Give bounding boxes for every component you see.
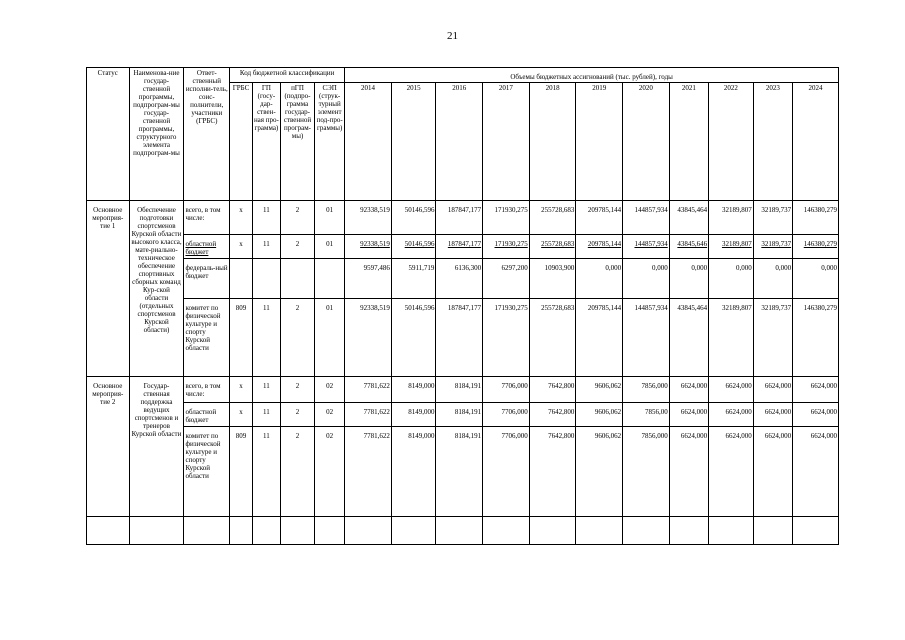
row-code-grbs: [230, 259, 253, 299]
row-value-2017: 7706,000: [483, 403, 530, 427]
table-row: [87, 259, 839, 299]
row-code-gp: 11: [252, 403, 280, 427]
row-value-2016: 187847,177: [436, 235, 483, 259]
header-year: 2018: [529, 83, 576, 201]
row-code-grbs: x: [230, 403, 253, 427]
header-year: 2016: [436, 83, 483, 201]
table-row: [87, 201, 839, 235]
row-value-2017: 171930,275: [483, 235, 530, 259]
row-code-gp: 11: [252, 235, 280, 259]
empty-cell: [230, 517, 253, 545]
row-code-grbs: 809: [230, 299, 253, 377]
empty-cell: [793, 517, 839, 545]
row-value-2019: 0,000: [576, 259, 623, 299]
table-row: [87, 427, 839, 517]
row-value-2021: 0,000: [669, 259, 708, 299]
row-value-2016: 6136,300: [436, 259, 483, 299]
row-code-pgp: 2: [280, 201, 314, 235]
row-value-2016: 187847,177: [436, 299, 483, 377]
row-value-2021: 43845,464: [669, 299, 708, 377]
row-value-2021: 43845,646: [669, 235, 708, 259]
row-value-2024: 146380,279: [793, 299, 839, 377]
row-value-2014: 7781,622: [345, 427, 392, 517]
row-value-2015: 8149,000: [391, 403, 436, 427]
row-value-2017: 6297,200: [483, 259, 530, 299]
row-value-2017: 7706,000: [483, 427, 530, 517]
row-code-grbs: x: [230, 201, 253, 235]
row-value-2024: 146380,279: [793, 235, 839, 259]
row-value-2023: 32189,737: [753, 235, 792, 259]
empty-cell: [345, 517, 392, 545]
row-value-2017: 171930,275: [483, 299, 530, 377]
row-code-sep: 02: [315, 403, 345, 427]
row-value-2022: 6624,000: [709, 427, 754, 517]
row-value-2023: 6624,000: [753, 403, 792, 427]
header-volumes: Объемы бюджетных ассигнований (тыс. рублей), годы: [345, 68, 839, 83]
row-value-2018: 7642,800: [529, 427, 576, 517]
row-value-2018: 10903,900: [529, 259, 576, 299]
header-status: Статус: [87, 68, 130, 201]
row-code-sep: [315, 259, 345, 299]
row-value-2023: 32189,737: [753, 201, 792, 235]
row-value-2019: 9606,062: [576, 403, 623, 427]
row-code-sep: 02: [315, 427, 345, 517]
row-code-gp: 11: [252, 299, 280, 377]
row-value-2014: 7781,622: [345, 377, 392, 403]
row-code-pgp: [280, 259, 314, 299]
row-value-2023: 6624,000: [753, 377, 792, 403]
table-row: [87, 235, 839, 259]
empty-cell: [483, 517, 530, 545]
row-value-2021: 6624,000: [669, 403, 708, 427]
table-row-empty: [87, 517, 839, 545]
table-row: [87, 377, 839, 403]
row-responsible: областной бюджет: [184, 403, 230, 427]
row-value-2024: 0,000: [793, 259, 839, 299]
row-value-2023: 32189,737: [753, 299, 792, 377]
row-value-2020: 7856,000: [623, 377, 670, 403]
row-value-2018: 7642,800: [529, 403, 576, 427]
row-code-pgp: 2: [280, 403, 314, 427]
row-code-pgp: 2: [280, 427, 314, 517]
row-value-2015: 8149,000: [391, 427, 436, 517]
header-year: 2022: [709, 83, 754, 201]
row-code-pgp: 2: [280, 377, 314, 403]
row-value-2018: 255728,683: [529, 235, 576, 259]
budget-table: [86, 67, 839, 545]
row-value-2020: 144857,934: [623, 299, 670, 377]
row-value-2015: 5911,719: [391, 259, 436, 299]
row-value-2019: 209785,144: [576, 235, 623, 259]
row-value-2024: 146380,279: [793, 201, 839, 235]
budget-table-body: [87, 201, 839, 545]
header-sep: СЭП (струк-турный элемент под-про-граммы): [315, 83, 345, 201]
row-value-2019: 9606,062: [576, 377, 623, 403]
header-year: 2024: [793, 83, 839, 201]
table-row: [87, 403, 839, 427]
row-responsible: областной бюджет: [184, 235, 230, 259]
row-value-2017: 171930,275: [483, 201, 530, 235]
row-value-2021: 43845,464: [669, 201, 708, 235]
header-year: 2015: [391, 83, 436, 201]
empty-cell: [280, 517, 314, 545]
row-responsible: федераль-ный бюджет: [184, 259, 230, 299]
row-value-2021: 6624,000: [669, 377, 708, 403]
empty-cell: [87, 517, 130, 545]
row-code-pgp: 2: [280, 235, 314, 259]
row-value-2020: 0,000: [623, 259, 670, 299]
header-grbs: ГРБС: [230, 83, 253, 201]
row-value-2020: 7856,000: [623, 427, 670, 517]
row-status: Основное мероприя-тие 2: [87, 377, 130, 517]
row-responsible: комитет по физической культуре и спорту Курской области: [184, 427, 230, 517]
row-value-2022: 0,000: [709, 259, 754, 299]
row-value-2022: 6624,000: [709, 403, 754, 427]
row-value-2015: 8149,000: [391, 377, 436, 403]
row-code-grbs: x: [230, 377, 253, 403]
row-value-2022: 32189,807: [709, 201, 754, 235]
row-status: Основное мероприя-тие 1: [87, 201, 130, 377]
row-code-gp: [252, 259, 280, 299]
row-value-2015: 50146,596: [391, 235, 436, 259]
row-value-2015: 50146,596: [391, 299, 436, 377]
header-year: 2023: [753, 83, 792, 201]
row-value-2014: 92338,519: [345, 201, 392, 235]
row-value-2015: 50146,596: [391, 201, 436, 235]
row-code-sep: 02: [315, 377, 345, 403]
empty-cell: [184, 517, 230, 545]
header-year: 2021: [669, 83, 708, 201]
row-code-gp: 11: [252, 201, 280, 235]
header-year: 2019: [576, 83, 623, 201]
row-value-2024: 6624,000: [793, 403, 839, 427]
header-year: 2014: [345, 83, 392, 201]
row-value-2022: 6624,000: [709, 377, 754, 403]
row-value-2019: 9606,062: [576, 427, 623, 517]
row-value-2020: 7856,00: [623, 403, 670, 427]
empty-cell: [129, 517, 184, 545]
empty-cell: [623, 517, 670, 545]
empty-cell: [576, 517, 623, 545]
empty-cell: [315, 517, 345, 545]
row-value-2016: 8184,191: [436, 403, 483, 427]
row-value-2019: 209785,144: [576, 201, 623, 235]
empty-cell: [252, 517, 280, 545]
empty-cell: [753, 517, 792, 545]
row-value-2014: 92338,519: [345, 299, 392, 377]
row-value-2022: 32189,807: [709, 235, 754, 259]
header-responsible: Ответ-ственный исполни-тель, соис-полнители, участники (ГРБС): [184, 68, 230, 201]
row-responsible: всего, в том числе:: [184, 201, 230, 235]
header-budget-code: Код бюджетной классификации: [230, 68, 345, 83]
row-responsible: комитет по физической культуре и спорту Курской области: [184, 299, 230, 377]
row-value-2016: 8184,191: [436, 427, 483, 517]
header-gp: ГП (госу-дар-ствен-ная про-грамма): [252, 83, 280, 201]
row-program-name: Государ-ственная поддержка ведущих спортсменов и тренеров Курской области: [129, 377, 184, 517]
empty-cell: [529, 517, 576, 545]
row-value-2020: 144857,934: [623, 201, 670, 235]
row-value-2018: 255728,683: [529, 299, 576, 377]
row-code-grbs: x: [230, 235, 253, 259]
row-code-gp: 11: [252, 427, 280, 517]
table-row: [87, 299, 839, 377]
row-value-2018: 7642,800: [529, 377, 576, 403]
row-code-sep: 01: [315, 299, 345, 377]
row-value-2017: 7706,000: [483, 377, 530, 403]
header-name: Наименова-ние государ-ственной программы, подпрограм-мы государ-ственной программы, структурного элемента подпрограм-мы: [129, 68, 184, 201]
row-code-gp: 11: [252, 377, 280, 403]
row-value-2014: 9597,486: [345, 259, 392, 299]
row-value-2019: 209785,144: [576, 299, 623, 377]
row-value-2024: 6624,000: [793, 427, 839, 517]
header-year: 2017: [483, 83, 530, 201]
empty-cell: [436, 517, 483, 545]
empty-cell: [709, 517, 754, 545]
row-code-pgp: 2: [280, 299, 314, 377]
row-responsible: всего, в том числе:: [184, 377, 230, 403]
row-code-sep: 01: [315, 201, 345, 235]
page-number: 21: [447, 30, 458, 42]
empty-cell: [391, 517, 436, 545]
row-value-2021: 6624,000: [669, 427, 708, 517]
row-value-2023: 6624,000: [753, 427, 792, 517]
row-value-2023: 0,000: [753, 259, 792, 299]
row-code-sep: 01: [315, 235, 345, 259]
row-value-2016: 8184,191: [436, 377, 483, 403]
row-code-grbs: 809: [230, 427, 253, 517]
row-value-2024: 6624,000: [793, 377, 839, 403]
row-value-2020: 144857,934: [623, 235, 670, 259]
row-value-2014: 7781,622: [345, 403, 392, 427]
row-value-2018: 255728,683: [529, 201, 576, 235]
row-value-2016: 187847,177: [436, 201, 483, 235]
row-value-2014: 92338,519: [345, 235, 392, 259]
row-value-2022: 32189,807: [709, 299, 754, 377]
empty-cell: [669, 517, 708, 545]
header-year: 2020: [623, 83, 670, 201]
row-program-name: Обеспечение подготовки спортсменов Курской области высокого класса, мате-риально-техническое обеспечение спортивных сборных команд Кур-ской области (отдельных спортсменов Курской области): [129, 201, 184, 377]
header-pgp: пГП (подпро-грамма государ-ственной програм-мы): [280, 83, 314, 201]
